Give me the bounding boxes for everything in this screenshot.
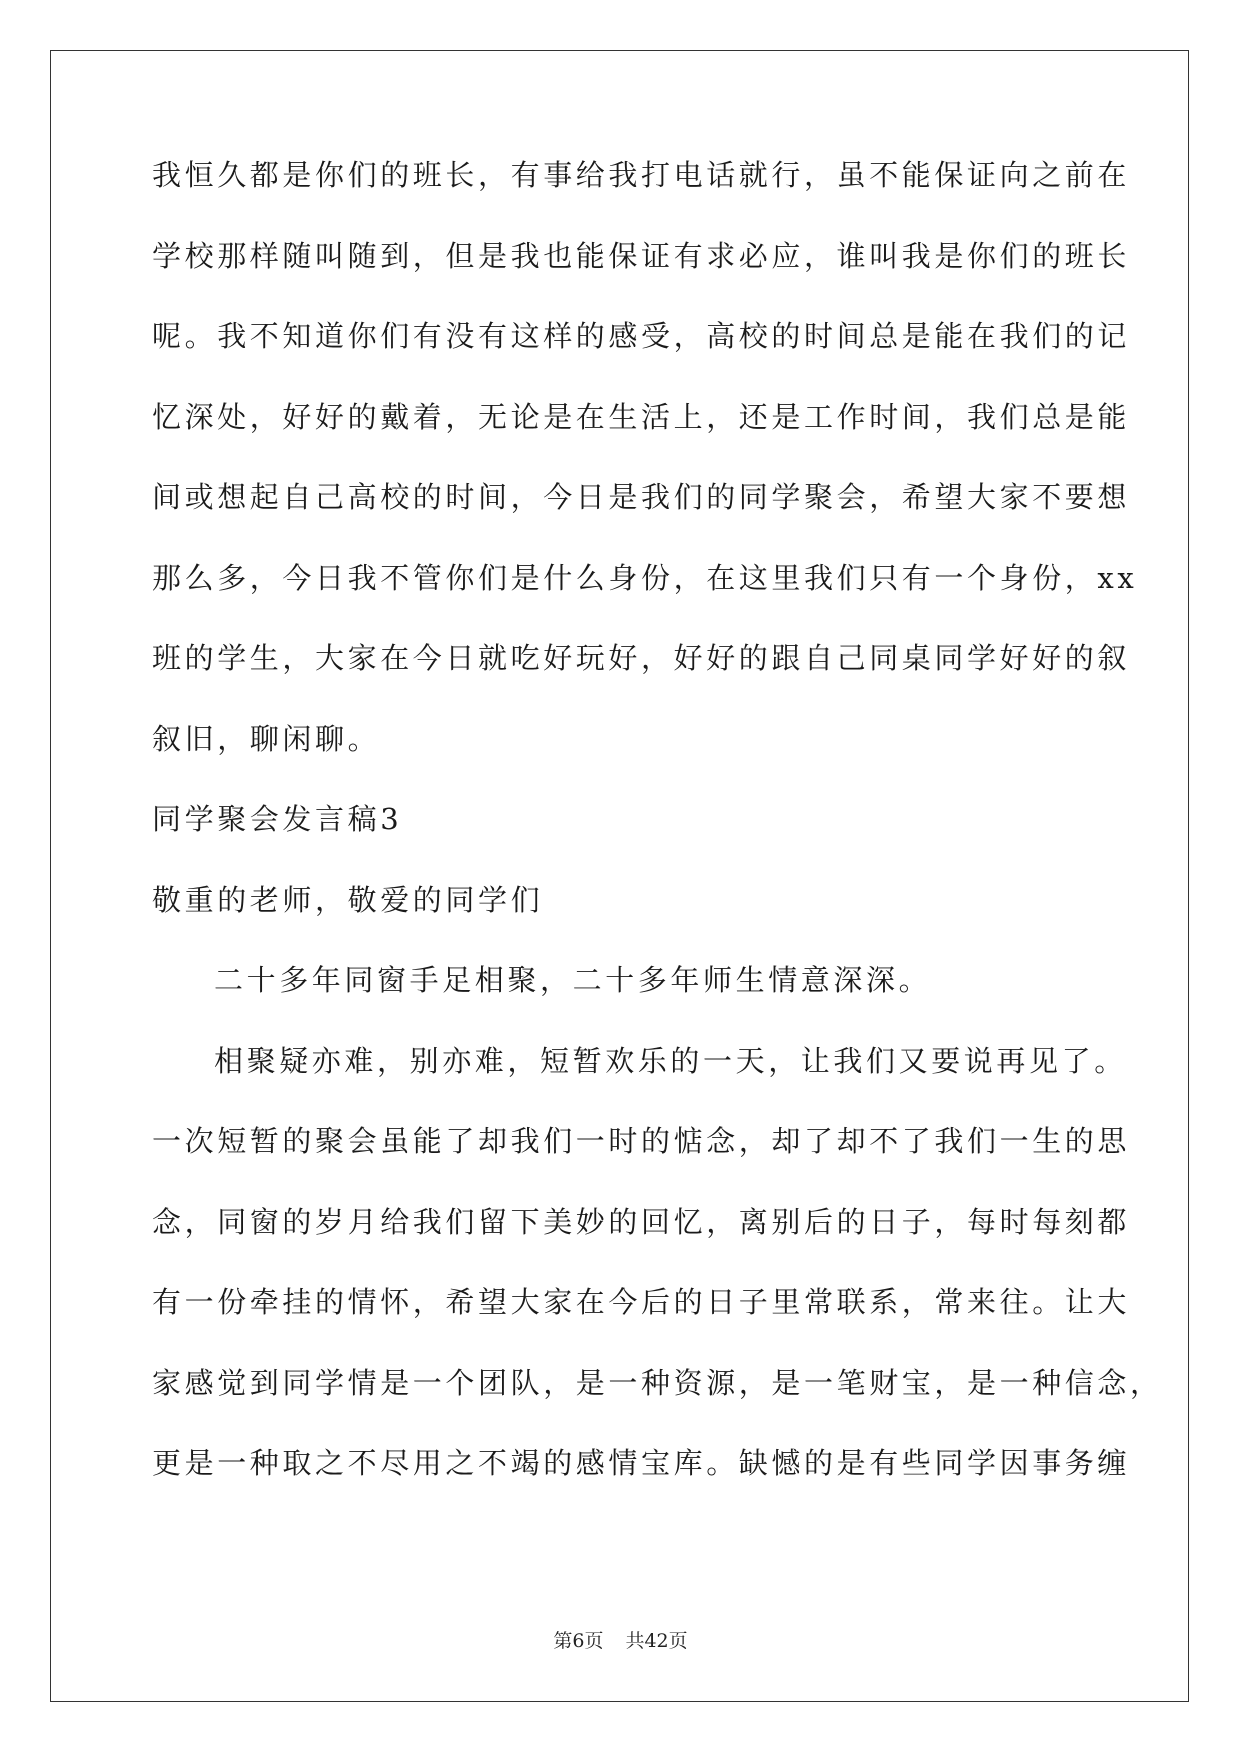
page-number: 第6页 [553,1630,604,1652]
text-line: 那么多，今日我不管你们是什么身份，在这里我们只有一个身份，xx [152,560,1138,595]
text-line: 更是一种取之不尽用之不竭的感情宝库。缺憾的是有些同学因事务缠 [152,1446,1131,1480]
document-body [152,158,1163,1529]
text-line: 班的学生，大家在今日就吃好玩好，好好的跟自己同桌同学好好的叙 [152,641,1131,675]
text-line: 念，同窗的岁月给我们留下美妙的回忆，离别后的日子，每时每刻都 [152,1204,1131,1239]
text-line: 间或想起自己高校的时间，今日是我们的同学聚会，希望大家不要想 [152,480,1131,514]
text-line: 呢。我不知道你们有没有这样的感受，高校的时间总是能在我们的记 [152,319,1131,353]
text-line: 有一份牵挂的情怀，希望大家在今后的日子里常联系，常来往。让大 [152,1285,1131,1319]
text-line: 二十多年同窗手足相聚，二十多年师生情意深深。 [214,963,932,997]
text-line: 家感觉到同学情是一个团队，是一种资源，是一笔财宝，是一种信念， [152,1365,1163,1400]
page-footer [0,1626,1241,1653]
salutation: 敬重的老师，敬爱的同学们 [152,882,544,917]
text-line: 一次短暂的聚会虽能了却我们一时的惦念，却了却不了我们一生的思 [152,1124,1131,1158]
text-line: 相聚疑亦难，别亦难，短暂欢乐的一天，让我们又要说再见了。 [214,1043,1127,1078]
section-heading: 同学聚会发言稿3 [152,802,403,836]
text-line: 学校那样随叫随到，但是我也能保证有求必应，谁叫我是你们的班长 [152,238,1131,273]
page-total: 共42页 [625,1630,688,1652]
text-line: 忆深处，好好的戴着，无论是在生活上，还是工作时间，我们总是能 [152,399,1131,434]
text-line: 叙旧，聊闲聊。 [152,721,381,756]
text-line: 我恒久都是你们的班长，有事给我打电话就行，虽不能保证向之前在 [152,158,1131,192]
